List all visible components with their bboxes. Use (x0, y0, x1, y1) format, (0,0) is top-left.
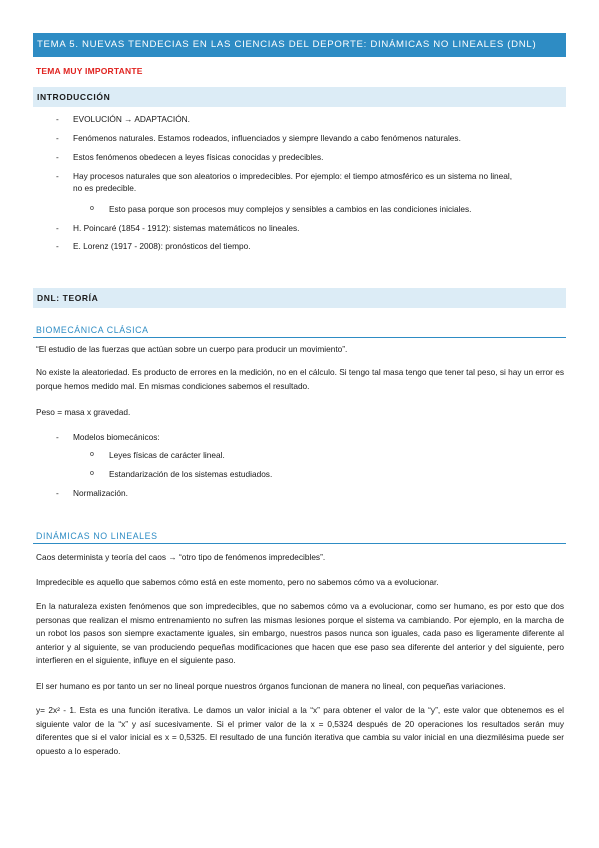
dinamicas-paragraph: Caos determinista y teoría del caos → “otro tipo de fenómenos impredecibles”. (36, 552, 326, 562)
biomecanica-bullet: Normalización. (73, 488, 128, 498)
intro-bullet: H. Poincaré (1854 - 1912): sistemas matemáticos no lineales. (73, 223, 300, 233)
intro-bullet-continuation: no es predecible. (73, 183, 137, 193)
intro-bullet: E. Lorenz (1917 - 2008): pronósticos del tiempo. (73, 241, 251, 251)
intro-bullet: Hay procesos naturales que son aleatorios o impredecibles. Por ejemplo: el tiempo atmosférico es un sistema no lineal, (73, 171, 513, 181)
importance-note: TEMA MUY IMPORTANTE (36, 66, 143, 76)
circle-bullet: o (90, 451, 94, 458)
intro-bullet: Estos fenómenos obedecen a leyes físicas conocidas y predecibles. (73, 152, 324, 162)
intro-bullet: EVOLUCIÓN → ADAPTACIÓN. (73, 114, 190, 124)
dash-bullet: - (56, 152, 59, 162)
section-heading-introduccion: INTRODUCCIÓN (33, 87, 566, 107)
dash-bullet: - (56, 133, 59, 143)
dinamicas-paragraph: En la naturaleza existen fenómenos que son impredecibles, que no sabemos cómo va a evolucionar, como ser humano, es por esto que dos personas que realizan el mismo entrenamiento no sufren las mismas lesiones porque el sistema va cambiando. Por ejemplo, en la marcha de un robot los pasos son siempre exactamente iguales, sin embargo, nuestros pasos nunca son iguales, cada paso es ligeramente diferente al anterior y al siguiente, se van produciendo pequeñas modificaciones que hacen que ese paso sea diferente del anterior y del siguiente, pero interfieren en el siguiente, influye en el siguiente paso. (36, 601, 564, 665)
dash-bullet: - (56, 223, 59, 233)
dash-bullet: - (56, 432, 59, 442)
section-heading-dnl-teoria: DNL: TEORÍA (33, 288, 566, 308)
dinamicas-paragraph: El ser humano es por tanto un ser no lineal porque nuestros órganos funcionan de manera no lineal, con pequeñas variaciones. (36, 681, 506, 691)
dash-bullet: - (56, 488, 59, 498)
biomecanica-bullet: Modelos biomecánicos: (73, 432, 160, 442)
biomecanica-paragraph: No existe la aleatoriedad. Es producto de errores en la medición, no en el cálculo. Si tengo tal masa tengo que tener tal peso, si hay un error es porque hemos medido mal. En mismas condiciones sabemos el resultado. (36, 367, 564, 391)
document-title: TEMA 5. NUEVAS TENDECIAS EN LAS CIENCIAS DEL DEPORTE: DINÁMICAS NO LINEALES (DNL) (33, 33, 566, 57)
biomecanica-sub-bullet: Leyes físicas de carácter lineal. (109, 450, 225, 460)
dash-bullet: - (56, 171, 59, 181)
subheading-dinamicas: DINÁMICAS NO LINEALES (36, 531, 158, 541)
subheading-underline (33, 337, 566, 338)
intro-sub-bullet: Esto pasa porque son procesos muy complejos y sensibles a cambios en las condiciones iniciales. (109, 204, 472, 214)
subheading-underline (33, 543, 566, 544)
biomecanica-formula: Peso = masa x gravedad. (36, 407, 131, 417)
dash-bullet: - (56, 241, 59, 251)
dash-bullet: - (56, 114, 59, 124)
biomecanica-sub-bullet: Estandarización de los sistemas estudiados. (109, 469, 273, 479)
circle-bullet: o (90, 470, 94, 477)
dinamicas-paragraph: y= 2x² - 1. Esta es una función iterativa. Le damos un valor inicial a la “x” para obtener el valor de la “y”, este valor que obtenemos es el siguiente valor de la “x” y así sucesivamente. Si el primer valor de la x = 0,5324 después de 20 operaciones los resultados serán muy diferentes que si el valor inicial es x = 0,5325. El resultado de una función iterativa que cambia su valor inicial en una diezmilésima puede ser opuesto a lo esperado. (36, 705, 564, 756)
circle-bullet: o (90, 205, 94, 212)
subheading-biomecanica: BIOMECÁNICA CLÁSICA (36, 325, 149, 335)
biomecanica-quote: “El estudio de las fuerzas que actúan sobre un cuerpo para producir un movimiento”. (36, 344, 348, 354)
intro-bullet: Fenómenos naturales. Estamos rodeados, influenciados y siempre llevando a cabo fenómenos naturales. (73, 133, 461, 143)
dinamicas-paragraph: Impredecible es aquello que sabemos cómo está en este momento, pero no sabemos cómo va a evolucionar. (36, 577, 439, 587)
